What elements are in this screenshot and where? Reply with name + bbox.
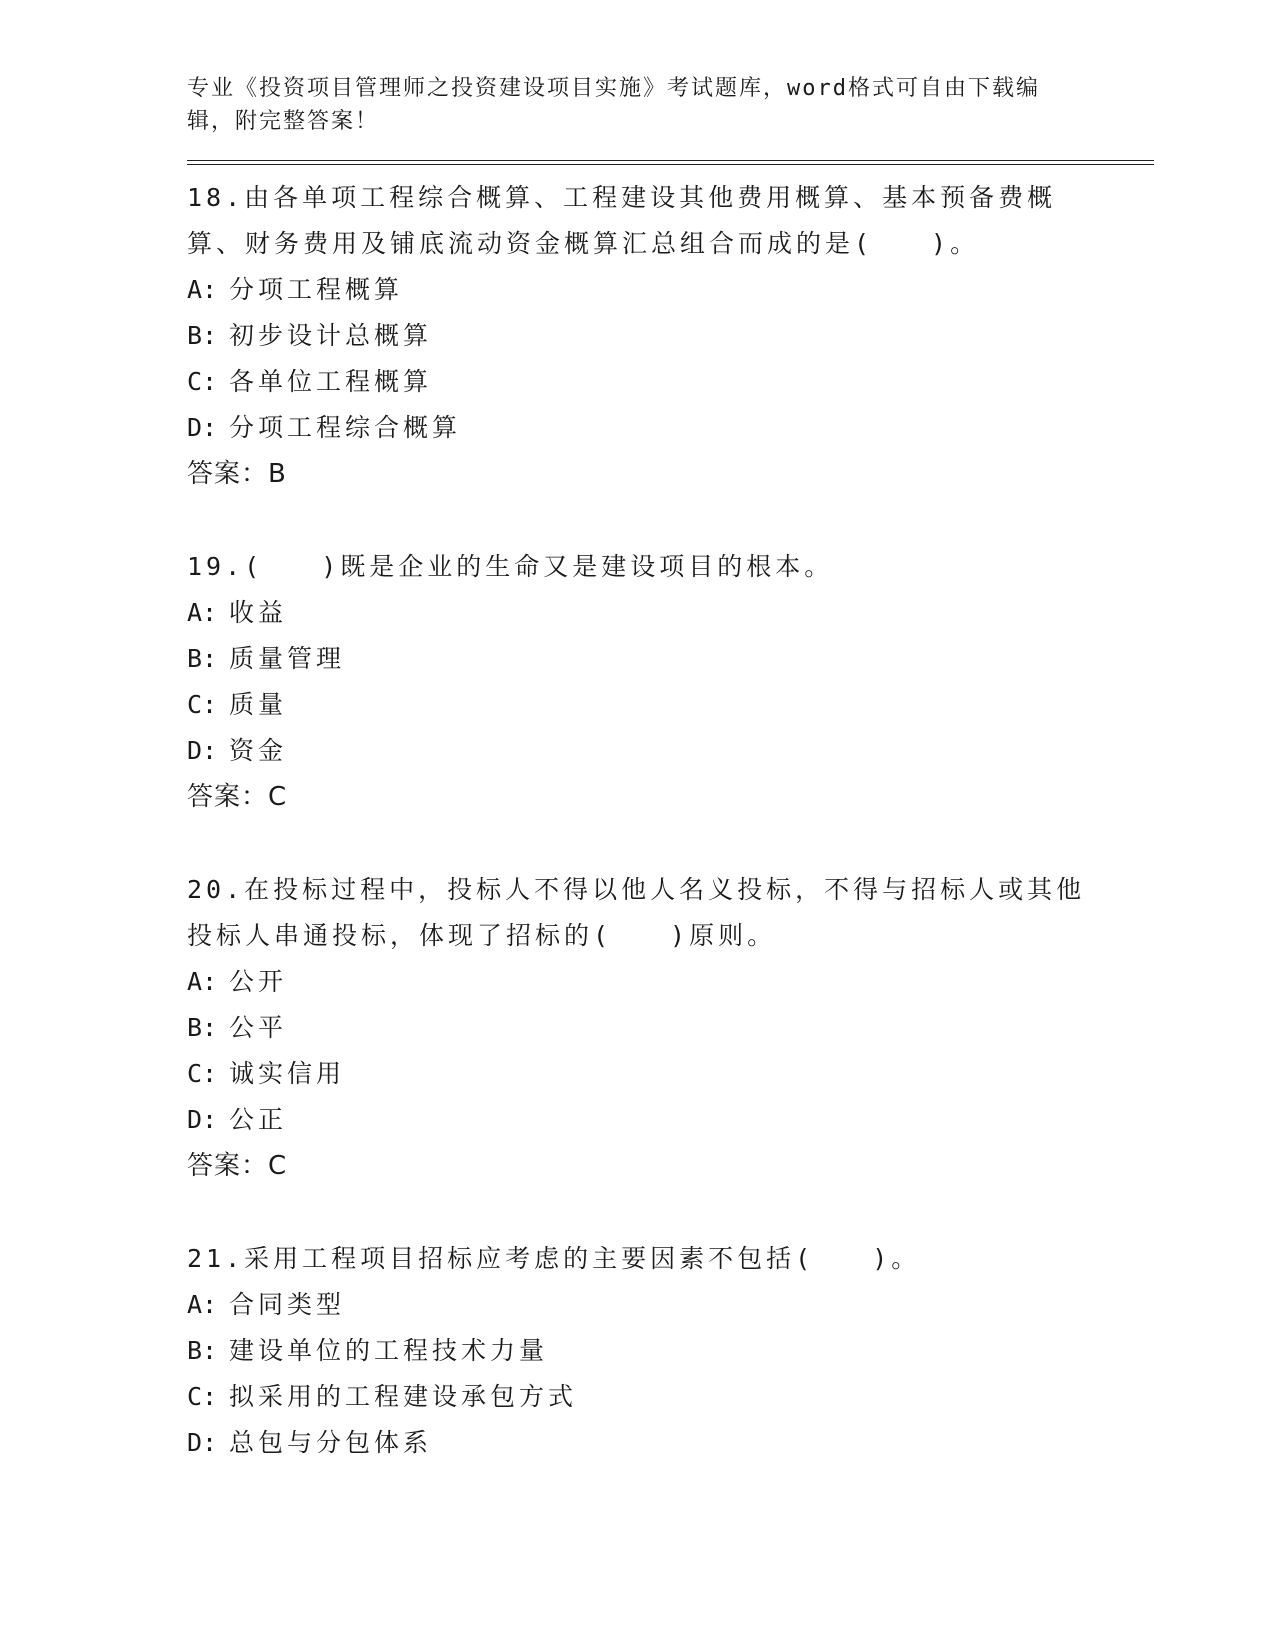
answer-line: 答案：B (187, 459, 287, 489)
option-d (187, 1420, 1147, 1466)
option-text: 公平 (229, 1013, 288, 1042)
question-text: 21.采用工程项目招标应考虑的主要因素不包括( )。 (187, 1244, 921, 1273)
option-b (187, 1005, 1147, 1051)
option-d (187, 405, 1147, 451)
option-c (187, 359, 1147, 405)
option-c (187, 1374, 1147, 1420)
option-b (187, 636, 1147, 682)
answer-line: 答案：C (187, 1151, 288, 1181)
option-b (187, 1328, 1147, 1374)
option-key: D: (187, 1105, 218, 1134)
option-text: 质量 (229, 690, 288, 719)
option-a (187, 959, 1147, 1005)
option-text: 分项工程概算 (229, 275, 404, 304)
divider-line-top (187, 160, 1154, 161)
option-a (187, 267, 1147, 313)
option-key: B: (187, 644, 218, 673)
option-key: B: (187, 1336, 218, 1365)
option-key: C: (187, 367, 218, 396)
option-a (187, 1282, 1147, 1328)
option-b (187, 313, 1147, 359)
option-key: D: (187, 1428, 218, 1457)
option-text: 分项工程综合概算 (229, 413, 462, 442)
option-text: 质量管理 (229, 644, 346, 673)
option-text: 建设单位的工程技术力量 (229, 1336, 549, 1365)
question-list (187, 175, 1147, 1466)
option-key: D: (187, 736, 218, 765)
document-page (187, 72, 1147, 1513)
option-a (187, 590, 1147, 636)
option-d (187, 728, 1147, 774)
double-divider (187, 160, 1154, 165)
divider-line-bottom (187, 164, 1154, 165)
option-key: A: (187, 598, 218, 627)
option-text: 拟采用的工程建设承包方式 (229, 1382, 578, 1411)
option-key: B: (187, 1013, 218, 1042)
option-key: A: (187, 967, 218, 996)
question-21 (187, 1236, 1147, 1466)
option-text: 收益 (229, 598, 288, 627)
option-key: C: (187, 690, 218, 719)
option-text: 资金 (229, 736, 288, 765)
option-c (187, 682, 1147, 728)
option-d (187, 1097, 1147, 1143)
question-text: 18.由各单项工程综合概算、工程建设其他费用概算、基本预备费概算、财务费用及铺底流动资金概算汇总组合而成的是( )。 (187, 183, 1057, 258)
option-text: 公开 (229, 967, 288, 996)
option-key: A: (187, 275, 218, 304)
document-intro: 专业《投资项目管理师之投资建设项目实施》考试题库，word格式可自由下载编辑，附完整答案！ (187, 76, 1040, 134)
option-key: D: (187, 413, 218, 442)
question-text: 20.在投标过程中，投标人不得以他人名义投标，不得与招标人或其他投标人串通投标，体现了招标的( )原则。 (187, 875, 1086, 950)
option-text: 各单位工程概算 (229, 367, 433, 396)
option-text: 初步设计总概算 (229, 321, 433, 350)
option-key: A: (187, 1290, 218, 1319)
option-text: 诚实信用 (229, 1059, 346, 1088)
option-text: 公正 (229, 1105, 288, 1134)
question-18 (187, 175, 1147, 497)
option-text: 总包与分包体系 (229, 1428, 433, 1457)
option-text: 合同类型 (229, 1290, 346, 1319)
answer-line: 答案：C (187, 782, 288, 812)
question-text: 19.( )既是企业的生命又是建设项目的根本。 (187, 552, 834, 581)
option-c (187, 1051, 1147, 1097)
option-key: C: (187, 1382, 218, 1411)
option-key: B: (187, 321, 218, 350)
option-key: C: (187, 1059, 218, 1088)
question-19 (187, 544, 1147, 820)
question-20 (187, 867, 1147, 1189)
